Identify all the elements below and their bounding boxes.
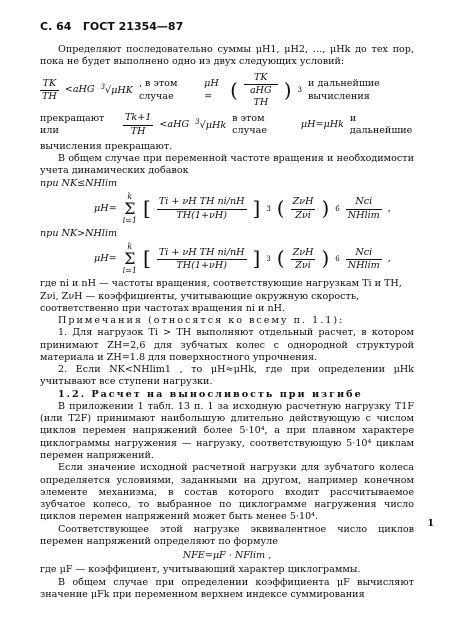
section-paragraph-3: Соответствующее этой нагрузке эквивалентное число циклов перемен напряжений определяют по формуле: [40, 523, 414, 547]
cond2-lhs-fraction: $\frac{Tk+1}{TH}$: [124, 112, 152, 137]
nfe-formula: NFE=μF · NFlim ,: [182, 550, 272, 562]
edge-mark: 1: [427, 518, 434, 529]
where-paragraph: где ni и nH — частоты вращения, соответствующие нагрузкам Ti и TH, Zνi, ZνH — коэффициенты, учитывающие окружную скорость, соответственно при частотах вращения ni и nH.: [40, 278, 402, 314]
section-title: 1.2. Расчет на выносливость при изгибе: [58, 388, 363, 400]
cond2-text1: в этом случае: [232, 112, 268, 137]
case1-label: при NK≤NHlim: [40, 177, 118, 189]
note-2: 2. Если NK<NHlim1 , то μH≈μHk, где при определении μHk учитывают все ступени нагрузки.: [40, 364, 414, 388]
case2-label: при NK>NHlim: [40, 228, 118, 239]
cond1-mu: μH =: [204, 78, 219, 102]
cond1-text1: , в этом случае: [138, 78, 178, 102]
cond2-root: $^3$√μHk: [195, 117, 227, 132]
cond1-lt: <aHG: [64, 84, 95, 96]
cond1-rhs-fraction: $\frac{TK}{\text{aHG TH}}$: [244, 72, 278, 110]
standard-code: ГОСТ 21354—87: [82, 20, 184, 33]
formula-1: μH= k Σ i=1 [ $\frac{\text{Ti + νH TH ni/nH}}{TH(1+\nu H)}$ ] 3 ( $\frac{\text{ZνH}}{\text{Zνi}}$ ) 6 $\frac{\text{Nci}}{NHlim}$ ,: [94, 192, 391, 225]
cond2-pre: прекращают или: [40, 112, 105, 137]
section-paragraph-1: В приложении 1 табл. 13 п. 1 за исходную расчетную нагрузку T1F (или T2F) принимают наибольшую длительно действующую с числом циклов перемен напряжений более 5·10⁴, а при плавном характере циклограммы нагружения — нагрузку, соответствующую 5·10⁴ циклам перемен напряжений.: [40, 400, 414, 461]
section-paragraph-2: Если значение исходной расчетной нагрузки для зубчатого колеса определяется условиями, заданными на другом, например конечном элементе механизма, в состав которого входит рассчитываемое зубчатое колесо, то выбранное по циклограмме нагружения число циклов перемен напряжений может быть менее 5·10⁴.: [40, 462, 414, 523]
note-1: 1. Для нагрузок Ti > TH выполняют отдельный расчет, в котором принимают ZH=2,6 для зубчатых колес с однородной структурой материала и ZH=1.8 для поверхностного упрочнения.: [40, 327, 414, 363]
cond1-text2: и дальнейшие вычисления: [308, 78, 380, 102]
intro-paragraph: Определяют последовательно суммы μH1, μH2, …, μHk до тех пор, пока не будет выполнено одно из двух следующих условий:: [40, 44, 414, 68]
sum-symbol: k Σ i=1: [122, 192, 137, 225]
notes-heading: Примечания (относятся ко всему п. 1.1):: [58, 315, 345, 327]
condition-2: прекращают или $\frac{Tk+1}{TH}$ <aHG $^3$√μHk в этом случае μH=μHk и дальнейшие: [40, 112, 413, 137]
general-paragraph: В общем случае при переменной частоте вращения и необходимости учета динамических добавок: [40, 153, 414, 177]
where-2: где μF — коэффициент, учитывающий характер циклограммы.: [40, 564, 361, 576]
page-header: [40, 20, 414, 34]
cond1-root: $^3$√μHK: [100, 83, 133, 97]
cond2-text2: и дальнейшие: [349, 112, 413, 137]
cond1-lhs-fraction: $\frac{TK}{TH}$: [42, 77, 57, 102]
cond2-text3: вычисления прекращают.: [40, 140, 173, 152]
last-paragraph: В общем случае при определении коэффициента μF вычисляют значение μFk при переменном верхнем индексе суммирования: [40, 576, 414, 600]
cond2-mu: μH=μHk: [300, 119, 344, 131]
formula-2: μH= k Σ i=1 [ $\frac{\text{Ti + νH TH ni/nH}}{TH(1+\nu H)}$ ] 3 ( $\frac{\text{ZνH}}{\text{Zνi}}$ ) 6 $\frac{\text{Nci}}{NHlim}$ ,: [94, 242, 391, 276]
page-number: С. 64: [40, 20, 72, 33]
condition-1: $\frac{TK}{TH}$ <aHG $^3$√μHK , в этом случае μH = ( $\frac{TK}{\text{aHG TH}}$ ) 3 и дальнейшие вычисления: [40, 72, 414, 110]
